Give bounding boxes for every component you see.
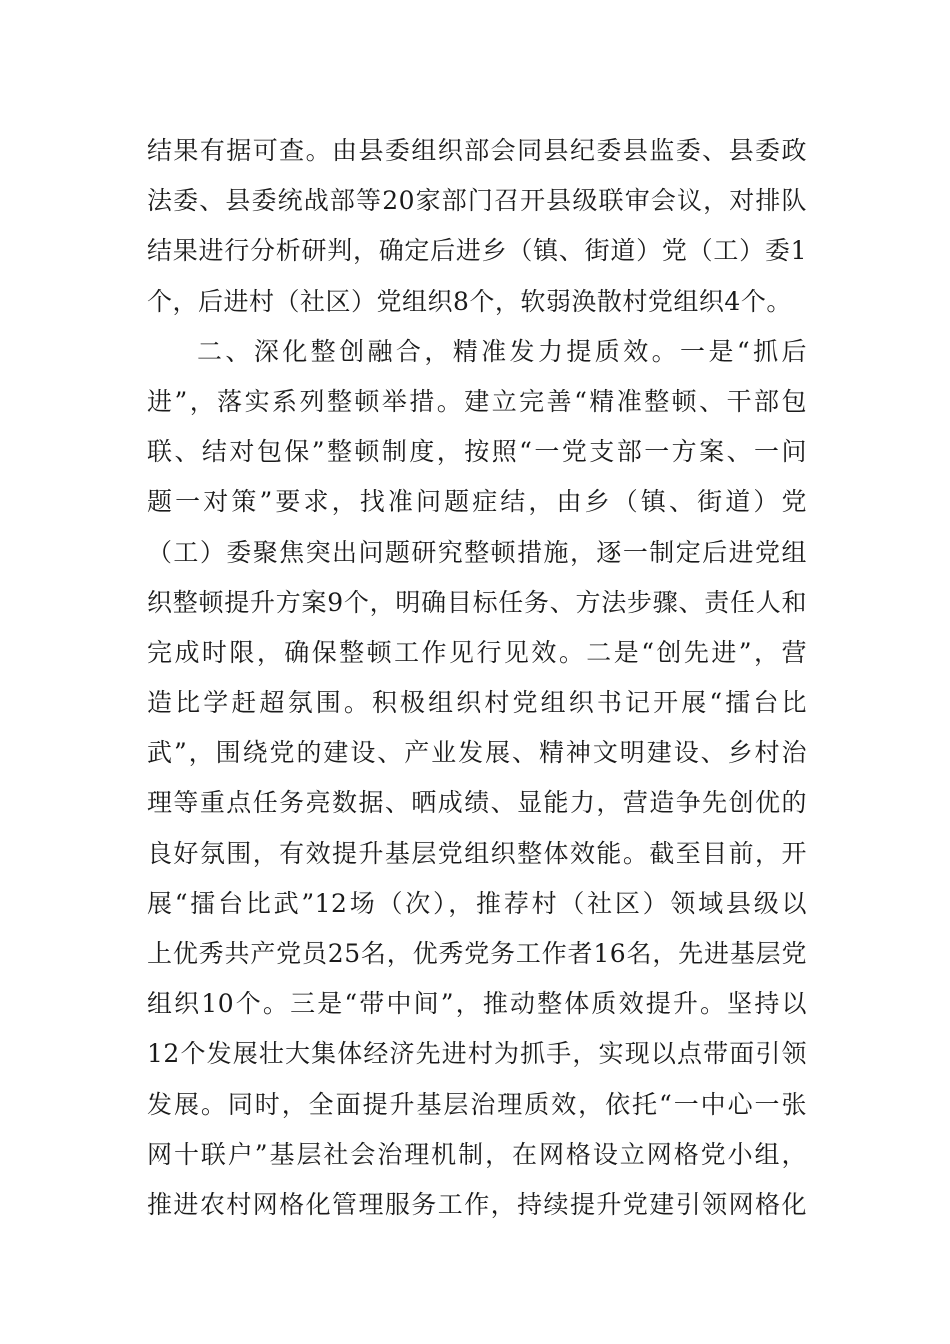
text-line: 题一对策”要求，找准问题症结，由乡（镇、街道）党 [147, 487, 807, 517]
document-body [147, 126, 807, 1230]
text-line: 武”，围绕党的建设、产业发展、精神文明建设、乡村治 [147, 738, 807, 768]
text-line: 结果进行分析研判，确定后进乡（镇、街道）党（工）委1 [147, 236, 807, 266]
text-line: 网十联户”基层社会治理机制，在网格设立网格党小组， [147, 1139, 807, 1169]
text-line: 个，后进村（社区）党组织8个，软弱涣散村党组织4个。 [147, 286, 792, 316]
text-line: 展“擂台比武”12场（次），推荐村（社区）领域县级以 [147, 888, 807, 918]
text-line: 组织10个。三是“带中间”，推动整体质效提升。坚持以 [147, 989, 807, 1019]
text-line: 织整顿提升方案9个，明确目标任务、方法步骤、责任人和 [147, 587, 807, 617]
text-line: 结果有据可查。由县委组织部会同县纪委县监委、县委政 [147, 136, 807, 165]
text-line: 联、结对包保”整顿制度，按照“一党支部一方案、一问 [147, 437, 807, 467]
text-line: （工）委聚焦突出问题研究整顿措施，逐一制定后进党组 [147, 537, 807, 567]
text-line: 法委、县委统战部等20家部门召开县级联审会议，对排队 [147, 186, 807, 216]
text-line: 造比学赶超氛围。积极组织村党组织书记开展“擂台比 [147, 688, 807, 718]
text-line: 进”，落实系列整顿举措。建立完善“精准整顿、干部包 [147, 386, 807, 416]
section-heading-line: 二、深化整创融合，精准发力提质效。一是“抓后 [197, 336, 807, 366]
text-line: 发展。同时，全面提升基层治理质效，依托“一中心一张 [147, 1089, 807, 1119]
text-line: 良好氛围，有效提升基层党组织整体效能。截至目前，开 [147, 838, 807, 868]
text-line: 12个发展壮大集体经济先进村为抓手，实现以点带面引领 [147, 1039, 807, 1069]
text-line: 推进农村网格化管理服务工作，持续提升党建引领网格化 [147, 1189, 807, 1219]
text-line: 上优秀共产党员25名，优秀党务工作者16名，先进基层党 [147, 939, 807, 968]
text-line: 完成时限，确保整顿工作见行见效。二是“创先进”，营 [147, 637, 807, 667]
text-line: 理等重点任务亮数据、晒成绩、显能力，营造争先创优的 [147, 788, 807, 818]
